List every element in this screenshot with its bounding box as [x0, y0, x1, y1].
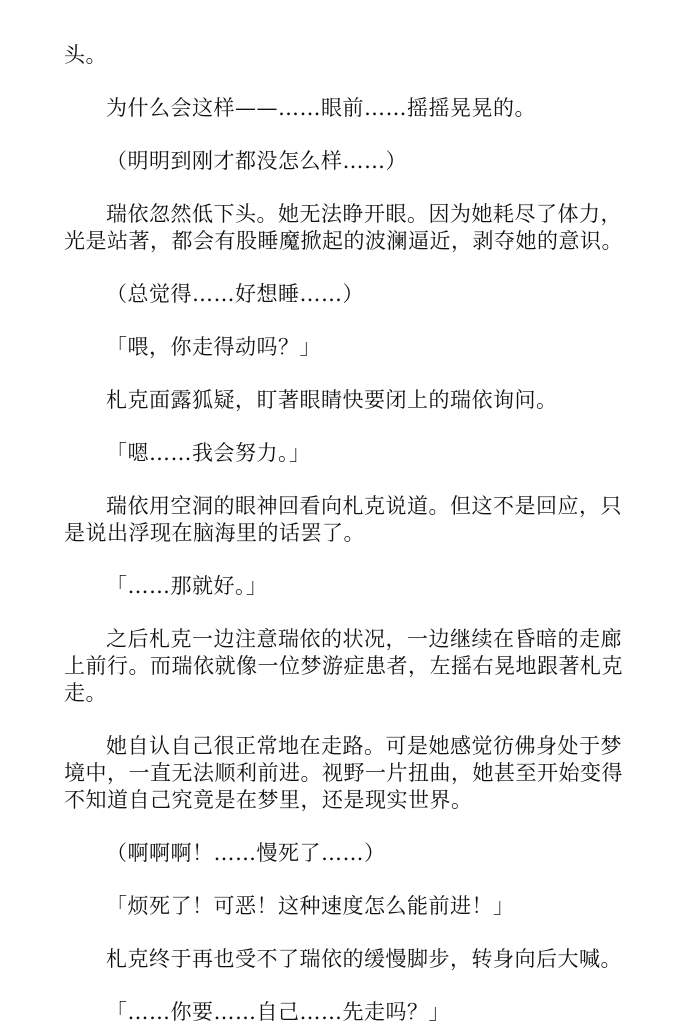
paragraph: 「嗯……我会努力。」: [106, 441, 311, 465]
paragraph: 瑞依用空洞的眼神回看向札克说道。但这不是回应，只是说出浮现在脑海里的话罢了。: [64, 494, 622, 545]
paragraph: 「……那就好。」: [106, 574, 268, 598]
paragraph: 她自认自己很正常地在走路。可是她感觉彷佛身处于梦境中，一直无法顺利前进。视野一片扭曲，她甚至开始变得不知道自己究竟是在梦里，还是现实世界。: [64, 734, 623, 812]
paragraph: （总觉得……好想睡……）: [106, 282, 364, 306]
paragraph: 札克面露狐疑，盯著眼睛快要闭上的瑞依询问。: [106, 388, 558, 412]
paragraph: 为什么会这样——……眼前……摇摇晃晃的。: [106, 96, 536, 120]
paragraph: 「喂，你走得动吗？」: [106, 335, 321, 359]
paragraph: 「……你要……自己……先走吗？」: [106, 1000, 450, 1024]
paragraph: 瑞依忽然低下头。她无法睁开眼。因为她耗尽了体力，光是站著，都会有股睡魔掀起的波澜逼近，剥夺她的意识。: [64, 202, 623, 253]
paragraph: 之后札克一边注意瑞依的状况，一边继续在昏暗的走廊上前行。而瑞依就像一位梦游症患者，左摇右晃地跟著札克走。: [64, 627, 623, 705]
paragraph: 札克终于再也受不了瑞依的缓慢脚步，转身向后大喊。: [106, 947, 622, 971]
paragraph: （明明到刚才都没怎么样……）: [106, 149, 407, 173]
paragraph-continuation: 头。: [64, 43, 107, 67]
paragraph: （啊啊啊！……慢死了……）: [106, 841, 386, 865]
document-page: [64, 42, 636, 1026]
paragraph: 「烦死了！可恶！这种速度怎么能前进！」: [106, 894, 515, 918]
